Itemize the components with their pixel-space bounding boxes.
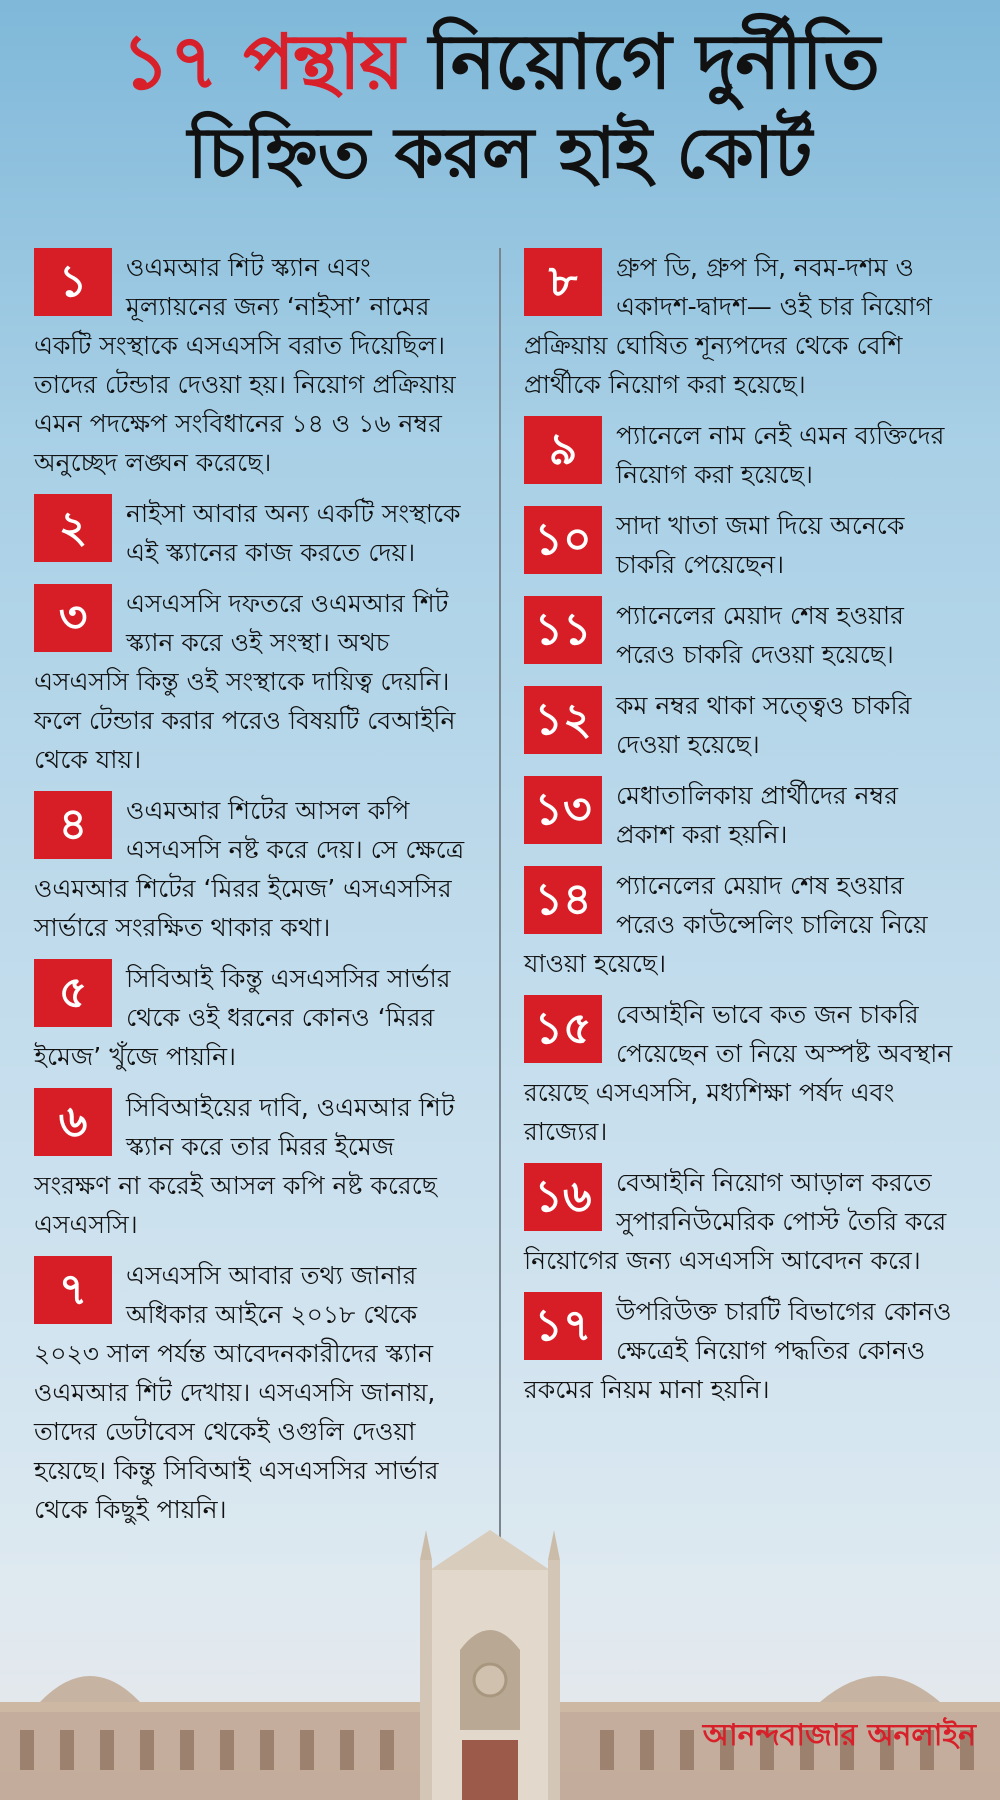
- list-item: [524, 1292, 964, 1409]
- item-text: এসএসসি আবার তথ্য জানার অধিকার আইনে ২০১৮ থেকে ২০২৩ সাল পর্যন্ত আবেদনকারীদের স্ক্যান ওএমআর শিট দেখায়। এসএসসি জানায়, তাদের ডেটাবেস থেকেই ওগুলি দেওয়া হয়েছে। কিন্তু সিবিআই এসএসসির সার্ভার থেকে কিছুই পায়নি।: [34, 1261, 439, 1524]
- item-number-badge: ১২: [524, 686, 602, 754]
- right-column: [524, 248, 964, 1421]
- left-column: [34, 248, 474, 1541]
- item-number-badge: ১১: [524, 596, 602, 664]
- item-number-badge: ৭: [34, 1256, 112, 1324]
- item-text: কম নম্বর থাকা সত্ত্বেও চাকরি দেওয়া হয়েছে।: [616, 691, 912, 759]
- item-number-badge: ১০: [524, 506, 602, 574]
- list-item: [34, 959, 474, 1076]
- list-item: [34, 584, 474, 779]
- item-text: উপরিউক্ত চারটি বিভাগের কোনও ক্ষেত্রেই নিয়োগ পদ্ধতির কোনও রকমের নিয়ম মানা হয়নি।: [524, 1297, 952, 1404]
- item-number-badge: ১৭: [524, 1292, 602, 1360]
- publisher-logo: আনন্দবাজার অনলাইন: [702, 1718, 976, 1753]
- list-item: [524, 248, 964, 404]
- item-number-badge: ১৬: [524, 1163, 602, 1231]
- list-item: [34, 1256, 474, 1529]
- item-number-badge: ১৫: [524, 995, 602, 1063]
- list-item: [524, 416, 964, 494]
- list-item: [524, 1163, 964, 1280]
- headline-highlight: ১৭ পন্থায়: [121, 17, 404, 106]
- headline-line-1: [0, 18, 1000, 105]
- item-number-badge: ১৩: [524, 776, 602, 844]
- item-text: প্যানেলে নাম নেই এমন ব্যক্তিদের নিয়োগ করা হয়েছে।: [616, 421, 945, 489]
- headline-line-2: চিহ্নিত করল হাই কোর্ট: [187, 112, 813, 195]
- list-item: [524, 776, 964, 854]
- item-number-badge: ১৪: [524, 866, 602, 934]
- item-text: বেআইনি ভাবে কত জন চাকরি পেয়েছেন তা নিয়ে অস্পষ্ট অবস্থান রয়েছে এসএসসি, মধ্যশিক্ষা পর্ষদ এবং রাজ্যের।: [524, 1000, 953, 1146]
- item-text: এসএসসি দফতরে ওএমআর শিট স্ক্যান করে ওই সংস্থা। অথচ এসএসসি কিন্তু ওই সংস্থাকে দায়িত্ব দেয়নি। ফলে টেন্ডার করার পরেও বিষয়টি বেআইনি থেকে যায়।: [34, 589, 456, 774]
- list-item: [34, 1088, 474, 1244]
- headline-main: নিয়োগে দুর্নীতি: [428, 17, 879, 106]
- column-divider: [499, 248, 501, 1548]
- list-item: [34, 791, 474, 947]
- item-text: বেআইনি নিয়োগ আড়াল করতে সুপারনিউমেরিক পোস্ট তৈরি করে নিয়োগের জন্য এসএসসি আবেদন করে।: [524, 1168, 947, 1275]
- item-number-badge: ৪: [34, 791, 112, 859]
- list-item: [524, 866, 964, 983]
- item-text: সাদা খাতা জমা দিয়ে অনেকে চাকরি পেয়েছেন।: [616, 511, 905, 579]
- item-text: নাইসা আবার অন্য একটি সংস্থাকে এই স্ক্যানের কাজ করতে দেয়।: [126, 499, 461, 567]
- item-text: গ্রুপ ডি, গ্রুপ সি, নবম-দশম ও একাদশ-দ্বাদশ— ওই চার নিয়োগ প্রক্রিয়ায় ঘোষিত শূন্যপদের থেকে বেশি প্রার্থীকে নিয়োগ করা হয়েছে।: [524, 253, 932, 399]
- item-number-badge: ৯: [524, 416, 602, 484]
- item-text: ওএমআর শিট স্ক্যান এবং মূল্যায়নের জন্য ‘নাইসা’ নামের একটি সংস্থাকে এসএসসি বরাত দিয়েছিল। তাদের টেন্ডার দেওয়া হয়। নিয়োগ প্রক্রিয়ায় এমন পদক্ষেপ সংবিধানের ১৪ ও ১৬ নম্বর অনুচ্ছেদ লঙ্ঘন করেছে।: [34, 253, 456, 477]
- list-item: [34, 494, 474, 572]
- item-number-badge: ১: [34, 248, 112, 316]
- item-text: সিবিআইয়ের দাবি, ওএমআর শিট স্ক্যান করে তার মিরর ইমেজ সংরক্ষণ না করেই আসল কপি নষ্ট করেছে এসএসসি।: [34, 1093, 455, 1239]
- item-text: প্যানেলের মেয়াদ শেষ হওয়ার পরেও চাকরি দেওয়া হয়েছে।: [616, 601, 904, 669]
- list-item: [524, 995, 964, 1151]
- list-item: [524, 686, 964, 764]
- item-text: মেধাতালিকায় প্রার্থীদের নম্বর প্রকাশ করা হয়নি।: [616, 781, 899, 849]
- item-text: প্যানেলের মেয়াদ শেষ হওয়ার পরেও কাউন্সেলিং চালিয়ে নিয়ে যাওয়া হয়েছে।: [524, 871, 928, 978]
- headline: [0, 18, 1000, 194]
- item-number-badge: ৩: [34, 584, 112, 652]
- list-item: [34, 248, 474, 482]
- item-text: ওএমআর শিটের আসল কপি এসএসসি নষ্ট করে দেয়। সে ক্ষেত্রে ওএমআর শিটের ‘মিরর ইমেজ’ এসএসসির সার্ভারে সংরক্ষিত থাকার কথা।: [34, 796, 465, 942]
- item-number-badge: ২: [34, 494, 112, 562]
- list-item: [524, 506, 964, 584]
- item-number-badge: ৬: [34, 1088, 112, 1156]
- item-number-badge: ৮: [524, 248, 602, 316]
- list-item: [524, 596, 964, 674]
- item-text: সিবিআই কিন্তু এসএসসির সার্ভার থেকে ওই ধরনের কোনও ‘মিরর ইমেজ’ খুঁজে পায়নি।: [34, 964, 451, 1071]
- item-number-badge: ৫: [34, 959, 112, 1027]
